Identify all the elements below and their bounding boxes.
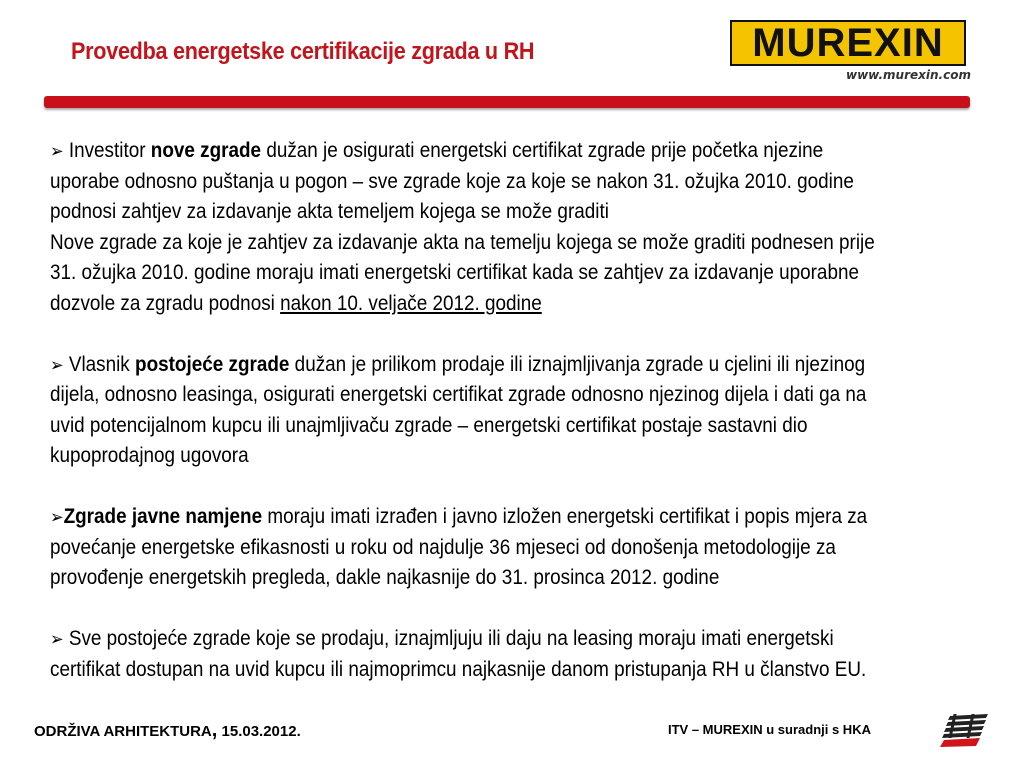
arrow-bullet-icon: ➢ bbox=[50, 354, 64, 375]
paragraph-new-buildings-deadline bbox=[50, 228, 896, 320]
bullet-text-post: Sve postojeće zgrade koje se prodaju, iznajmljuju ili daju na leasing moraju imati energetski certifikat dostupan na uvid kupcu ili najmoprimcu najkasnije danom pristupanja RH u članstvo EU. bbox=[50, 627, 867, 681]
murexin-logo[interactable] bbox=[730, 20, 966, 66]
bullet-text-post: dužan je prilikom prodaje ili iznajmljivanja zgrade u cjelini ili njezinog dijela, odnosno leasinga, osigurati energetski certifikat zgrade odnosno njezinog dijela i dati ga na uvid potencijalnom kupcu ili unajmljivaču zgrade – energetski certifikat postaje sastavni dio kupoprodajnog ugovora bbox=[50, 352, 867, 467]
footer-comma: , bbox=[211, 719, 218, 741]
footer-event-name: ODRŽIVA ARHITEKTURA bbox=[34, 723, 212, 740]
footer-organizers: ITV – MUREXIN u suradnji s HKA bbox=[668, 722, 871, 737]
logo-text: MUREXIN bbox=[752, 21, 944, 65]
footer-date: 15.03.2012. bbox=[217, 723, 301, 740]
spacer bbox=[50, 472, 896, 503]
bullet-text-bold: postojeće zgrade bbox=[135, 352, 290, 376]
header-divider-bar bbox=[44, 96, 970, 108]
spacer bbox=[50, 594, 896, 625]
bullet-all-existing-buildings bbox=[50, 624, 896, 685]
bullet-public-buildings bbox=[50, 502, 896, 594]
arrow-bullet-icon: ➢ bbox=[50, 141, 64, 161]
underlined-deadline: nakon 10. veljače 2012. godine bbox=[280, 291, 542, 315]
slide-content bbox=[50, 136, 896, 685]
spacer bbox=[50, 319, 896, 350]
bullet-text-pre: Vlasnik bbox=[63, 352, 136, 376]
bullet-text-post: moraju imati izrađen i javno izložen energetski certifikat i popis mjera za povećanje energetske efikasnosti u roku od najdulje 36 mjeseci od donošenja metodologije za provođenje energetskih pregleda, dakle najkasnije do 31. prosinca 2012. godine bbox=[50, 505, 868, 589]
footer-event bbox=[34, 719, 301, 742]
logo-url[interactable]: www.murexin.com bbox=[846, 68, 971, 82]
bullet-text-pre: Investitor bbox=[63, 139, 151, 162]
hka-logo-icon bbox=[940, 712, 990, 748]
bullet-text-bold: nove zgrade bbox=[150, 139, 262, 162]
arrow-bullet-icon: ➢ bbox=[50, 507, 64, 527]
paragraph-text: Nove zgrade za koje je zahtjev za izdavanje akta na temelju kojega se može graditi podnesen prije 31. ožujka 2010. godine moraju imati energetski certifikat kada se zahtjev za izdavanje uporabne dozvole za zgradu podnosi bbox=[50, 230, 875, 315]
bullet-text-post: dužan je osigurati energetski certifikat zgrade prije početka njezine uporabe odnosno puštanja u pogon – sve zgrade koje za koje se nakon 31. ožujka 2010. godine podnosi zahtjev za izdavanje akta temeljem kojega se može graditi bbox=[50, 139, 854, 223]
bullet-existing-buildings bbox=[50, 350, 896, 472]
bullet-text-bold: Zgrade javne namjene bbox=[63, 505, 263, 528]
arrow-bullet-icon: ➢ bbox=[50, 629, 64, 649]
bullet-new-buildings bbox=[50, 136, 896, 228]
page-title: Provedba energetske certifikacije zgrada u RH bbox=[71, 38, 535, 65]
